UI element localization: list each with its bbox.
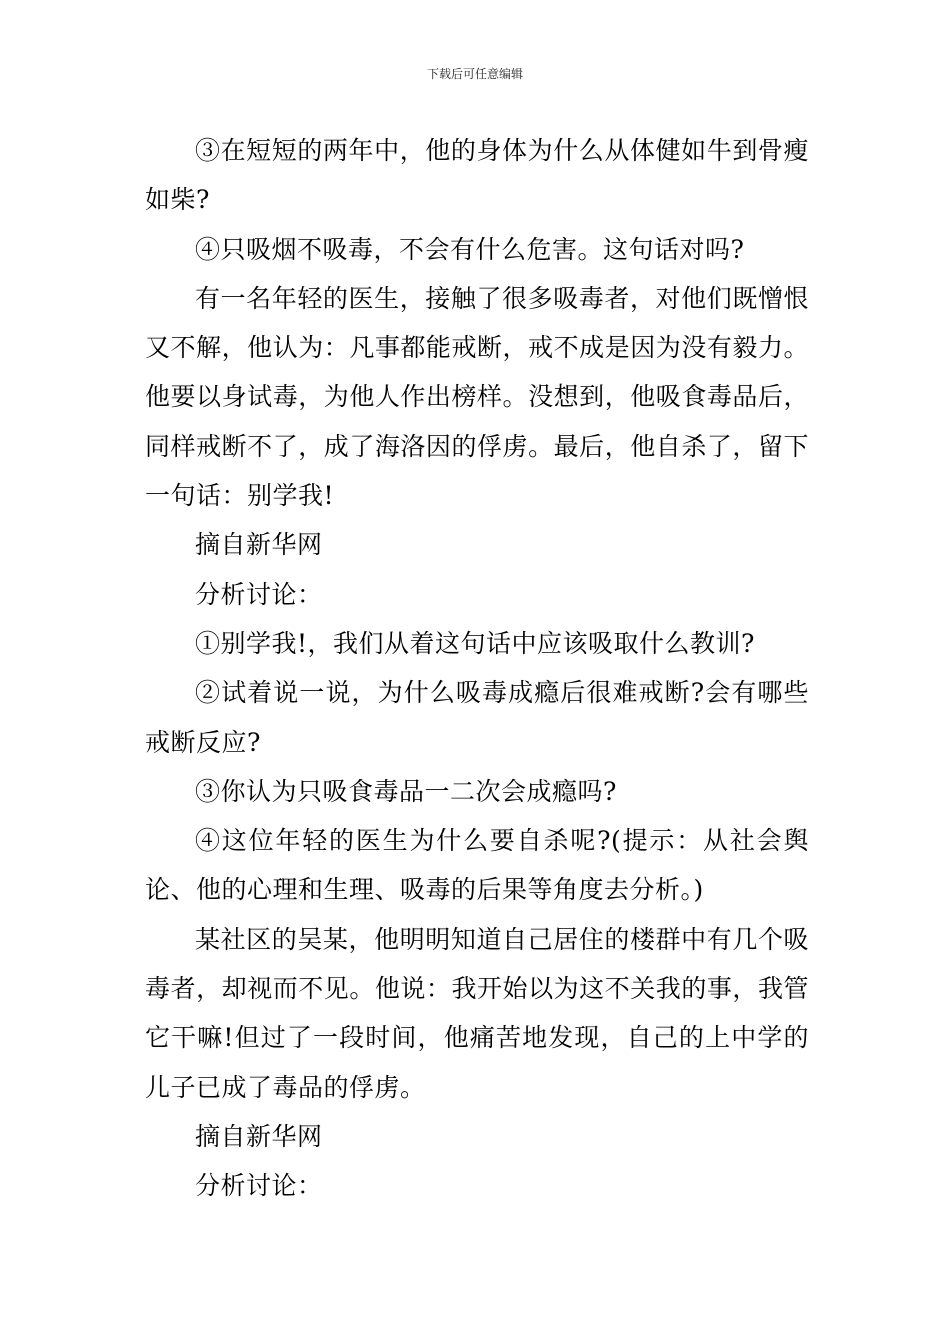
paragraph: 某社区的吴某，他明明知道自己居住的楼群中有几个吸毒者，却视而不见。他说：我开始以为这不关我的事，我管它干嘛!但过了一段时间，他痛苦地发现，自己的上中学的儿子已成了毒品的俘虏。 xyxy=(145,924,809,1102)
source-line: 摘自新华网 xyxy=(195,1121,323,1151)
paragraph: ③在短短的两年中，他的身体为什么从体健如牛到骨瘦如柴? xyxy=(145,136,809,215)
paragraph: ④只吸烟不吸毒，不会有什么危害。这句话对吗? xyxy=(195,234,745,264)
paragraph: ③你认为只吸食毒品一二次会成瘾吗? xyxy=(195,776,617,806)
paragraph: ②试着说一说，为什么吸毒成瘾后很难戒断?会有哪些戒断反应? xyxy=(145,678,809,757)
paragraph: ①别学我!，我们从着这句话中应该吸取什么教训? xyxy=(195,628,755,658)
page-header: 下载后可任意编辑 xyxy=(426,67,523,81)
paragraph: ④这位年轻的医生为什么要自杀呢?(提示：从社会舆论、他的心理和生理、吸毒的后果等角度去分析。) xyxy=(145,826,809,905)
source-line: 摘自新华网 xyxy=(195,530,323,560)
paragraph: 有一名年轻的医生，接触了很多吸毒者，对他们既憎恨又不解，他认为：凡事都能戒断，戒不成是因为没有毅力。他要以身试毒，为他人作出榜样。没想到，他吸食毒品后，同样戒断不了，成了海洛因的俘虏。最后，他自杀了，留下一句话：别学我! xyxy=(145,283,809,511)
section-label: 分析讨论： xyxy=(195,579,323,609)
document-body xyxy=(145,126,809,1211)
section-label: 分析讨论： xyxy=(195,1171,323,1201)
